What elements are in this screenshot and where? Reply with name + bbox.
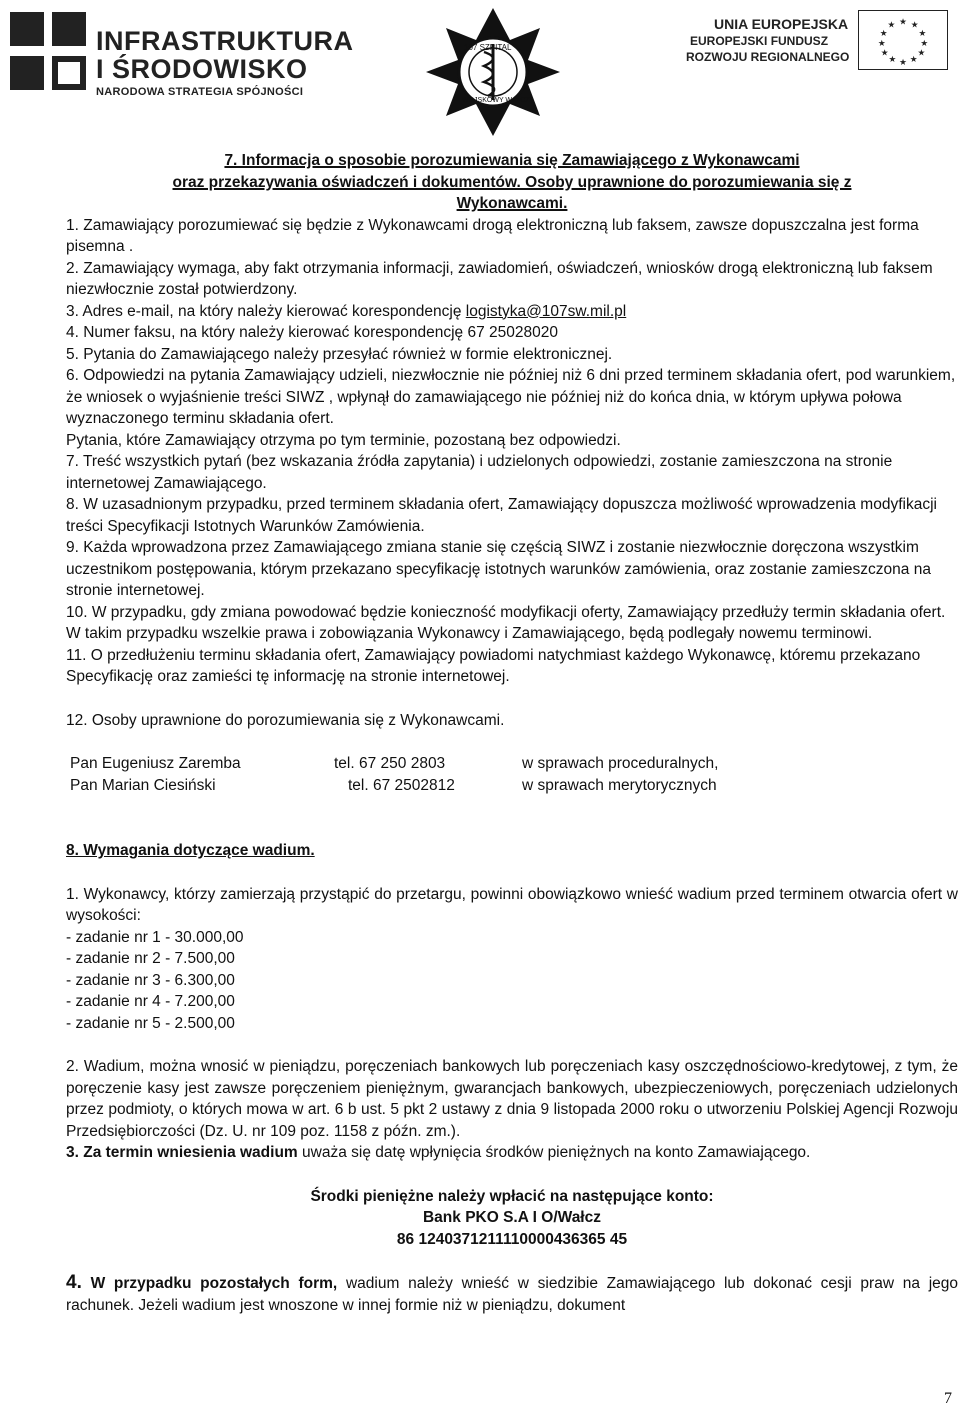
deposit-item: - zadanie nr 5 - 2.500,00 xyxy=(66,1014,235,1032)
deposit-item: - zadanie nr 1 - 30.000,00 xyxy=(66,928,244,946)
s7-point-5: 5. Pytania do Zamawiającego należy przesyłać również w formie elektronicznej. xyxy=(66,345,613,363)
contact-row xyxy=(66,753,958,775)
emblem-text-top: 107 SZPITAL xyxy=(464,43,512,52)
deposit-item: - zadanie nr 2 - 7.500,00 xyxy=(66,950,235,967)
emblem-text-bottom: WOJSKOWY WAŁCZ xyxy=(462,97,530,104)
strategy-logo-icon xyxy=(8,10,88,94)
contact-name: Pan Marian Ciesiński xyxy=(70,776,216,794)
logo-line2: I ŚRODOWISKO xyxy=(96,54,308,84)
s8-point-3 xyxy=(66,1142,958,1164)
section8-title: 8. Wymagania dotyczące wadium. xyxy=(66,842,315,859)
infrastruktura-logo xyxy=(8,6,354,98)
svg-text:★: ★ xyxy=(879,29,888,40)
eu-logo xyxy=(686,10,954,74)
eu-line1: UNIA EUROPEJSKA xyxy=(714,16,849,32)
svg-text:★: ★ xyxy=(877,38,886,49)
s7-point-9: 9. Każda wprowadzona przez Zamawiającego zmiana stanie się częścią SIWZ i zostanie niezwłocznie doręczona wszystkim uczestnikom postępowania, którym przekazano specyfikację istotnych warunków zamówienia, oraz zostanie zamieszczona na stronie internetowej. xyxy=(66,539,931,599)
s7-point-10: 10. W przypadku, gdy zmiana powodować będzie konieczność modyfikacji oferty, Zamawiający przedłuży termin składania ofert. W takim przypadku wszelkie prawa i zobowiązania Wykonawcy i Zamawiającego, będą podlegały nowemu terminowi. xyxy=(66,603,946,642)
eu-line2: EUROPEJSKI FUNDUSZ xyxy=(690,34,829,48)
contact-scope: w sprawach proceduralnych, xyxy=(522,755,719,772)
s8-point-1: 1. Wykonawcy, którzy zamierzają przystąpić do przetargu, powinni obowiązkowo wnieść wadium przed terminem otwarcia ofert w wysokości: xyxy=(66,885,958,924)
logo-line1: INFRASTRUKTURA xyxy=(96,26,354,56)
eu-line3: ROZWOJU REGIONALNEGO xyxy=(686,50,850,64)
hospital-emblem xyxy=(418,0,568,140)
document-body xyxy=(66,150,958,1316)
s7-point-1: 1. Zamawiający porozumiewać się będzie z Wykonawcami drogą elektroniczną lub faksem, zawsze dopuszczalna jest forma pisemna . xyxy=(66,216,919,255)
section7-title-line3: Wykonawcami. xyxy=(456,195,568,212)
s7-point-7: 7. Treść wszystkich pytań (bez wskazania źródła zapytania) i udzielonych odpowiedzi, zostanie zamieszczona na stronie internetowej Zamawiającego. xyxy=(66,453,893,492)
s7-point-4: 4. Numer faksu, na który należy kierować korespondencję 67 25028020 xyxy=(66,324,558,341)
s7-point-6b: Pytania, które Zamawiający otrzyma po tym terminie, pozostaną bez odpowiedzi. xyxy=(66,431,621,449)
page-header xyxy=(0,0,960,140)
s7-point-3-text: 3. Adres e-mail, na który należy kierować korespondencję xyxy=(66,302,466,320)
svg-text:★: ★ xyxy=(910,20,919,31)
section7-title xyxy=(66,150,958,215)
section7-title-line2: oraz przekazywania oświadczeń i dokumentów. Osoby uprawnione do porozumiewania się z xyxy=(172,173,852,191)
svg-text:★: ★ xyxy=(899,17,907,28)
email-link[interactable]: logistyka@107sw.mil.pl xyxy=(465,302,627,320)
s7-point-12: 12. Osoby uprawnione do porozumiewania się z Wykonawcami. xyxy=(66,711,505,729)
contact-tel: tel. 67 2502812 xyxy=(348,776,455,794)
contact-scope: w sprawach merytorycznych xyxy=(522,776,717,794)
s8-point-2: 2. Wadium, można wnosić w pieniądzu, poręczeniach bankowych lub poręczeniach kasy oszczędnościowo-kredytowej, z tym, że poręczenie kasy jest zawsze poręczeniem pieniężnym, gwarancjach bankowych, ubezpieczeniowych, poręczeniach udzielonych przez podmioty, o których mowa w art. 6 b ust. 5 pkt 2 ustawy z dnia 9 listopada 2000 roku o utworzeniu Polskiej Agencji Rozwoju Przedsiębiorczości (Dz. U. nr 109 poz. 1158 z późn. zm.). xyxy=(66,1058,958,1140)
section7-title-line1: 7. Informacja o sposobie porozumiewania się Zamawiającego z Wykonawcami xyxy=(224,152,800,169)
contact-tel: tel. 67 250 2803 xyxy=(334,755,446,772)
s7-point-8: 8. W uzasadnionym przypadku, przed terminem składania ofert, Zamawiający dopuszcza możliwość wprowadzenia modyfikacji treści Specyfikacji Istotnych Warunków Zamówienia. xyxy=(66,496,937,535)
svg-text:★: ★ xyxy=(917,48,926,59)
svg-text:★: ★ xyxy=(888,55,897,66)
svg-text:★: ★ xyxy=(899,58,907,69)
svg-text:★: ★ xyxy=(909,55,918,66)
s8-point-4-rest: wadium należy wnieść w siedzibie Zamawiającego lub dokonać cesji praw na jego rachunek. Jeżeli wadium jest wnoszone w innej formie niż w pieniądzu, dokument xyxy=(66,1275,959,1314)
s8-point-4-bold: W przypadku pozostałych form, xyxy=(81,1275,338,1292)
s8-point-3-bold: 3. Za termin wniesienia wadium xyxy=(66,1144,298,1161)
svg-text:★: ★ xyxy=(918,29,927,40)
deposit-item: - zadanie nr 4 - 7.200,00 xyxy=(66,993,235,1010)
contact-row xyxy=(66,775,958,797)
s8-point-3-rest: uważa się datę wpłynięcia środków pieniężnych na konto Zamawiającego. xyxy=(297,1144,811,1161)
bank-name: Bank PKO S.A I O/Wałcz xyxy=(422,1209,601,1226)
svg-text:★: ★ xyxy=(920,38,929,49)
s7-point-2: 2. Zamawiający wymaga, aby fakt otrzymania informacji, zawiadomień, oświadczeń, wniosków drogą elektroniczną lub faksem niezwłocznie został potwierdzony. xyxy=(66,259,933,298)
page-number: 7 xyxy=(944,1390,952,1407)
s8-point-4-num: 4. xyxy=(66,1272,82,1293)
s7-point-3 xyxy=(66,301,958,323)
s7-point-11: 11. O przedłużeniu terminu składania ofert, Zamawiający powiadomi natychmiast każdego Wykonawcę, któremu przekazano Specyfikację oraz zamieści tę informację na stronie internetowej. xyxy=(66,646,921,685)
contact-name: Pan Eugeniusz Zaremba xyxy=(70,755,241,772)
logo-line3: NARODOWA STRATEGIA SPÓJNOŚCI xyxy=(96,86,304,98)
eu-flag-icon xyxy=(858,10,948,70)
account-heading: Środki pieniężne należy wpłacić na następujące konto: xyxy=(310,1187,714,1205)
svg-text:★: ★ xyxy=(880,48,889,59)
svg-text:★: ★ xyxy=(887,20,896,31)
s8-point-4 xyxy=(66,1272,958,1316)
deposit-item: - zadanie nr 3 - 6.300,00 xyxy=(66,971,235,989)
s7-point-6: 6. Odpowiedzi na pytania Zamawiający udzieli, niezwłocznie nie później niż 6 dni przed terminem składania ofert, pod warunkiem, że wniosek o wyjaśnienie treści SIWZ , wpłynął do zamawiającego nie później niż do końca dnia, w którym upływa połowa wyznaczonego terminu składania ofert. xyxy=(66,367,956,427)
account-number: 86 1240371211110000436365 45 xyxy=(396,1230,628,1248)
